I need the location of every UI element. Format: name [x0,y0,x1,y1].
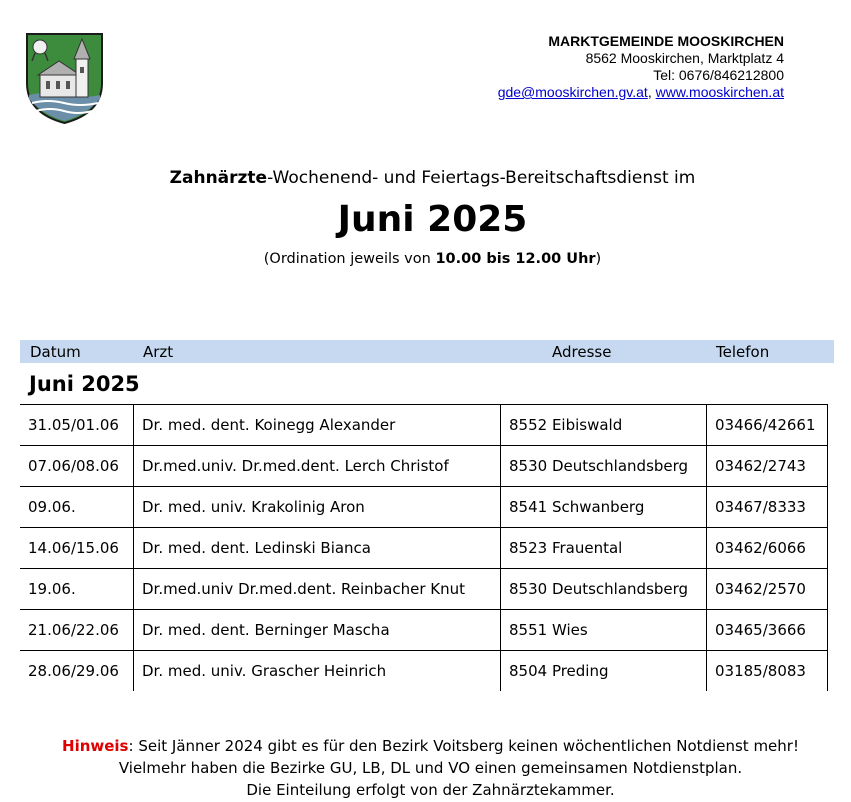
cell-date: 31.05/01.06 [20,405,134,446]
table-row [20,446,828,487]
cell-date: 07.06/08.06 [20,446,134,487]
cell-doctor: Dr. med. dent. Ledinski Bianca [134,528,501,569]
cell-phone: 03462/6066 [707,528,828,569]
cell-address: 8530 Deutschlandsberg [501,569,707,610]
cell-doctor: Dr. med. dent. Berninger Mascha [134,610,501,651]
link-separator: , [647,84,656,100]
web-contact [498,84,784,101]
month-title: Juni 2025 [337,199,528,240]
coat-of-arms-icon [26,33,103,124]
office-hours [0,251,851,267]
postal-address: 8562 Mooskirchen, Marktplatz 4 [585,50,784,66]
column-header-phone: Telefon [716,343,770,361]
cell-doctor: Dr. med. dent. Koinegg Alexander [134,405,501,446]
hours-prefix: (Ordination jeweils von [263,251,436,267]
duty-table [20,404,828,691]
hours-suffix: ) [595,251,602,267]
email-link[interactable]: gde@mooskirchen.gv.at [497,84,648,100]
cell-phone: 03185/8083 [707,651,828,692]
section-label: Juni 2025 [29,372,140,396]
notice-label: Hinweis [62,737,129,755]
column-header-address: Adresse [552,343,612,361]
cell-date: 21.06/22.06 [20,610,134,651]
cell-phone: 03462/2570 [707,569,828,610]
subtitle-bold: Zahnärzte [169,168,268,188]
website-link[interactable]: www.mooskirchen.at [655,84,784,100]
cell-phone: 03462/2743 [707,446,828,487]
cell-phone: 03465/3666 [707,610,828,651]
cell-doctor: Dr.med.univ Dr.med.dent. Reinbacher Knut [134,569,501,610]
cell-doctor: Dr. med. univ. Krakolinig Aron [134,487,501,528]
cell-doctor: Dr. med. univ. Grascher Heinrich [134,651,501,692]
contact-block [498,33,784,101]
hours-time: 10.00 bis 12.00 Uhr [435,251,596,267]
table-row [20,569,828,610]
cell-address: 8530 Deutschlandsberg [501,446,707,487]
table-row [20,651,828,692]
cell-address: 8551 Wies [501,610,707,651]
cell-phone: 03467/8333 [707,487,828,528]
subtitle-rest: -Wochenend- und Feiertags-Bereitschaftsdienst im [267,168,696,188]
cell-date: 28.06/29.06 [20,651,134,692]
notice-block [0,735,851,801]
column-header-doctor: Arzt [143,343,174,361]
column-header-date: Datum [30,343,81,361]
table-row [20,610,828,651]
cell-date: 19.06. [20,569,134,610]
phone-number: Tel: 0676/846212800 [653,67,784,83]
cell-date: 09.06. [20,487,134,528]
cell-address: 8552 Eibiswald [501,405,707,446]
notice-line-1 [10,735,851,757]
table-row [20,487,828,528]
notice-line-3: Die Einteilung erfolgt von der Zahnärztekammer. [246,781,615,799]
table-row [20,405,828,446]
document-subtitle [0,168,851,188]
cell-address: 8541 Schwanberg [501,487,707,528]
table-header [20,340,834,363]
cell-address: 8523 Frauental [501,528,707,569]
notice-line-2: Vielmehr haben die Bezirke GU, LB, DL und VO einen gemeinsamen Notdienstplan. [118,759,743,777]
table-row [20,528,828,569]
cell-doctor: Dr.med.univ. Dr.med.dent. Lerch Christof [134,446,501,487]
organization-name: MARKTGEMEINDE MOOSKIRCHEN [548,33,784,49]
cell-date: 14.06/15.06 [20,528,134,569]
notice-text-1: : Seit Jänner 2024 gibt es für den Bezirk Voitsberg keinen wöchentlichen Notdienst mehr! [128,737,799,755]
cell-address: 8504 Preding [501,651,707,692]
cell-phone: 03466/42661 [707,405,828,446]
